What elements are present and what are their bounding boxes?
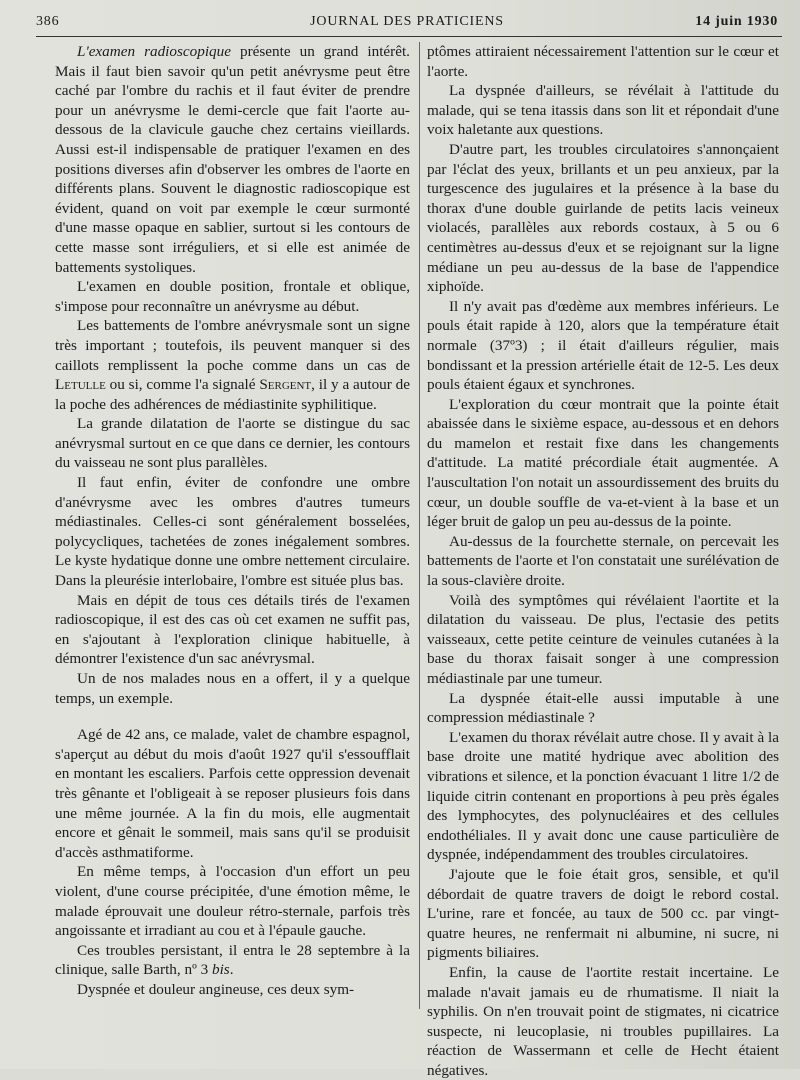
- paragraph: En même temps, à l'occasion d'un effort un peu violent, d'une course précipitée, d'une émotion même, le malade éprouvait une douleur rétro-sternale, parfois très angoissante et irradiant au cou et à l'épaule gauche.: [55, 863, 410, 940]
- paragraph: Voilà des symptômes qui révélaient l'aortite et la dilatation du vaisseau. De plus, l'ectasie des petits vaisseaux, cette petite ceinture de veinules cutanées à la base du thorax faisait songer à une compression médiastinale par une tumeur.: [427, 591, 779, 687]
- paragraph: Un de nos malades nous en a offert, il y a quelque temps, un exemple.: [55, 670, 410, 707]
- column-divider: [419, 42, 420, 1009]
- paragraph: Il n'y avait pas d'œdème aux membres inférieurs. Le pouls était rapide à 120, alors que la température était normale (37º3) ; il était d'ailleurs régulier, mais bondissant et la pression artérielle était de 12-5. Les deux pouls étaient égaux et synchrones.: [427, 297, 779, 394]
- issue-date: 14 juin 1930: [695, 14, 778, 29]
- page-number: 386: [36, 14, 60, 29]
- paragraph: ptômes attiraient nécessairement l'attention sur le cœur et l'aorte.: [427, 43, 779, 80]
- paragraph: J'ajoute que le foie était gros, sensible, et qu'il débordait de quatre travers de doigt le rebord costal. L'urine, rare et foncée, au taux de 500 cc. par vingt-quatre heures, ne renfermait ni albumine, ni sucre, ni pigments biliaires.: [427, 865, 779, 962]
- paragraph: L'exploration du cœur montrait que la pointe était abaissée dans le sixième espace, au-dessous et en dehors du mamelon et restait fixe dans les changements d'attitude. La matité précordiale était augmentée. A l'auscultation l'on notait un assourdissement des bruits du cœur, un double souffle de va-et-vient à la base et un léger bruit de galop un peu au-dessus de la pointe.: [427, 395, 779, 531]
- left-column: [55, 42, 410, 1041]
- paragraph: La grande dilatation de l'aorte se distingue du sac anévrysmal surtout en ce que dans ce dernier, les contours du vaisseau ne sont plus parallèles.: [55, 415, 410, 472]
- paragraph: Agé de 42 ans, ce malade, valet de chambre espagnol, s'aperçut au début du mois d'août 1927 qu'il s'essoufflait en montant les escaliers. Parfois cette oppression devenait très gênante et l'obligeait à se reposer plusieurs fois dans une même journée. A la fin du mois, elle augmentait encore et gênait le sommeil, mais sans qu'il se produisit d'accès asthmatiforme.: [55, 726, 410, 861]
- running-header: [36, 14, 778, 34]
- journal-title: JOURNAL DES PRATICIENS: [310, 14, 504, 29]
- paragraph: Il faut enfin, éviter de confondre une ombre d'anévrysme avec les ombres d'autres tumeurs médiastinales. Celles-ci sont généralement bosselées, polycycliques, tachetées de zones inégalement sombres. Le kyste hydatique donne une ombre nettement circulaire. Dans la pleurésie interlobaire, l'ombre est située plus bas.: [55, 474, 410, 590]
- header-rule: [36, 36, 782, 37]
- paragraph: Mais en dépit de tous ces détails tirés de l'examen radioscopique, il est des cas où cet examen ne suffit pas, en s'ajoutant à l'exploration clinique habituelle, à démontrer l'existence d'un sac anévrysmal.: [55, 591, 410, 668]
- paragraph: L'examen du thorax révélait autre chose. Il y avait à la base droite une matité hydrique avec abolition des vibrations et silence, et la ponction évacuant 1 litre 1/2 de liquide citrin contenant en proportions à peu près égales des lymphocytes, des polynucléaires et des cellules endothéliales. Il y avait donc une cause particulière de dyspnée, indépendamment des troubles circulatoires.: [427, 728, 779, 864]
- paragraph: Dyspnée et douleur angineuse, ces deux sym-: [77, 980, 355, 998]
- paragraph: L'examen en double position, frontale et oblique, s'impose pour reconnaître un anévrysme au début.: [55, 278, 410, 315]
- paragraph: L'examen radioscopique présente un grand intérêt. Mais il faut bien savoir qu'un petit anévrysme peut être caché par l'ombre du rachis et il faut éviter de prendre pour un anévrysme le demi-cercle que fait l'aorte au-dessous de la clavicule gauche chez certains vieillards. Aussi est-il indispensable de pratiquer l'examen en des positions diverses afin d'observer les ombres de l'aorte en différents plans. Souvent le diagnostic radioscopique est évident, quand on voit par exemple le cœur surmonté d'une masse opaque en sablier, surtout si les contours de cette masse sont irréguliers, et si elle est animée de battements systoliques.: [55, 43, 410, 276]
- paragraph: Les battements de l'ombre anévrysmale sont un signe très important ; toutefois, ils peuvent manquer si des caillots remplissent la poche comme dans un cas de Letulle ou si, comme l'a signalé Sergent, il y a autour de la poche des adhérences de médiastinite syphilitique.: [55, 317, 410, 413]
- paragraph: La dyspnée d'ailleurs, se révélait à l'attitude du malade, qui se tena itassis dans son lit et répondait d'une voix haletante aux questions.: [427, 82, 779, 139]
- right-column: [427, 42, 779, 1079]
- paragraph: Enfin, la cause de l'aortite restait incertaine. Le malade n'avait jamais eu de rhumatisme. Il niait la syphilis. On n'en trouvait point de stigmates, ni cicatrice suspecte, ni leucoplasie, ni troubles pupillaires. La réaction de Wassermann et celle de Hecht étaient négatives.: [427, 963, 779, 1079]
- paragraph: Ces troubles persistant, il entra le 28 septembre à la clinique, salle Barth, nº 3 bis.: [55, 941, 410, 979]
- paragraph: La dyspnée était-elle aussi imputable à une compression médiastinale ?: [427, 689, 779, 727]
- paragraph: D'autre part, les troubles circulatoires s'annonçaient par l'éclat des yeux, brillants et un peu anxieux, par la turgescence des jugulaires et la présence à la base du thorax d'une double guirlande de petits lacis veineux violacés, parallèles aux rebords costaux, à 5 ou 6 centimètres au-dessus d'eux et se rejoignant sur la ligne médiane un peu au-dessus de la base de l'appendice xiphoïde.: [427, 140, 779, 296]
- paragraph: Au-dessus de la fourchette sternale, on percevait les battements de l'aorte et l'on constatait une surélévation de la sous-clavière droite.: [427, 532, 779, 590]
